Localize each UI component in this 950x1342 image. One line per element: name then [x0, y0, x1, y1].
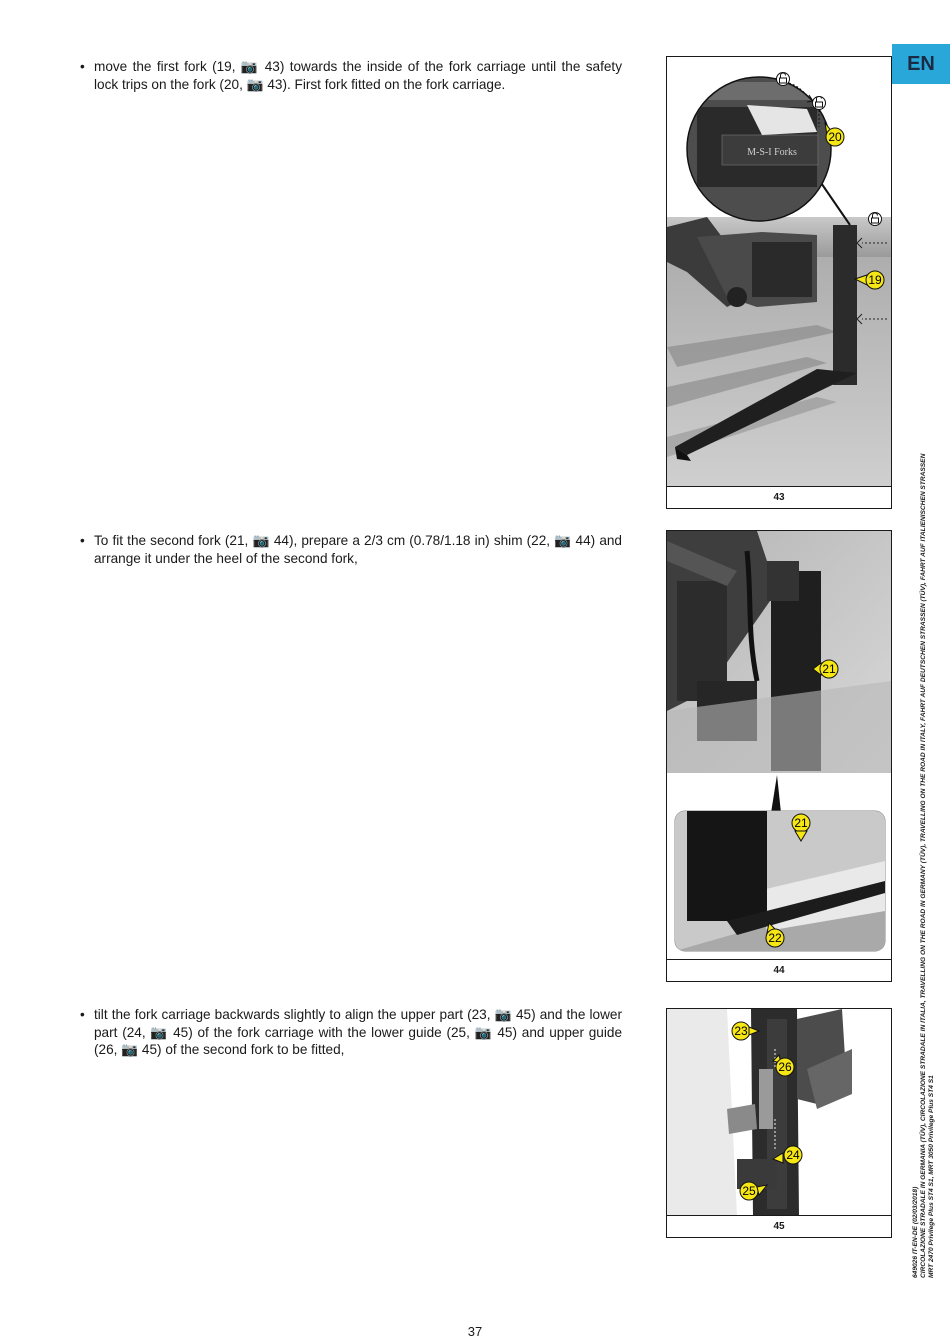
figure-caption: 43 [667, 486, 891, 508]
fork-badge-text: M-S-I Forks [747, 147, 797, 158]
figure-caption: 44 [667, 959, 891, 981]
fork-photo-43 [667, 57, 891, 487]
paragraph-text: move the first fork (19, 📷 43) towards the inside of the fork carriage until the safety lock trips on the fork (20, 📷 43). First fork fitted on the fork carriage. [94, 59, 622, 92]
bullet-dot: • [80, 533, 85, 548]
bullet-dot: • [80, 1007, 85, 1022]
document-sections: CIRCOLAZIONE STRADALE IN GERMANIA (TÜV), CIRCOLAZIONE STRADALE IN ITALIA, TRAVELLING ON THE ROAD IN GERMANY (TÜV), TRAVELLING ON THE ROAD IN ITALY, FAHRT AUF DEUTSCHEN STRASSEN (TÜV), FAHRT AUF ITALIENISCHEN STRASSEN [920, 453, 927, 1278]
side-footer-text [912, 453, 942, 1280]
document-code: 649026 IT-EN-DE (02/03/2018) [912, 1186, 919, 1278]
callout-label: 21 [822, 662, 836, 676]
lock-icon [869, 213, 882, 226]
callout-label: 20 [828, 130, 842, 144]
callout-label: 25 [742, 1184, 756, 1198]
fork-photo-45 [667, 1009, 891, 1216]
figure-44 [666, 530, 892, 982]
instruction-paragraph-1 [80, 58, 622, 93]
unlock-icon [813, 96, 826, 109]
instruction-paragraph-2 [80, 532, 622, 567]
callout-label: 26 [778, 1060, 792, 1074]
callout-label: 24 [786, 1148, 800, 1162]
callout-label: 19 [868, 273, 882, 287]
paragraph-text: To fit the second fork (21, 📷 44), prepare a 2/3 cm (0.78/1.18 in) shim (22, 📷 44) and arrange it under the heel of the second fork, [94, 533, 622, 566]
language-tab: EN [892, 44, 950, 84]
fork-photo-44 [667, 531, 891, 961]
callout-label: 21 [794, 816, 808, 830]
figure-caption: 45 [667, 1215, 891, 1237]
callout-label: 23 [734, 1024, 748, 1038]
instruction-paragraph-3 [80, 1006, 622, 1059]
callout-label: 22 [768, 931, 782, 945]
machine-models: MRT 2470 Privilege Plus ST4 S1, MRT 3050 Privilege Plus ST4 S1 [928, 1075, 935, 1278]
bullet-dot: • [80, 59, 85, 74]
page-number: 37 [467, 1324, 483, 1339]
figure-45 [666, 1008, 892, 1238]
lock-icon [777, 73, 790, 86]
figure-43 [666, 56, 892, 509]
paragraph-text: tilt the fork carriage backwards slightly to align the upper part (23, 📷 45) and the lower part (24, 📷 45) of the fork carriage with the lower guide (25, 📷 45) and upper guide (26, 📷 45) of the second fork to be fitted, [94, 1007, 622, 1057]
